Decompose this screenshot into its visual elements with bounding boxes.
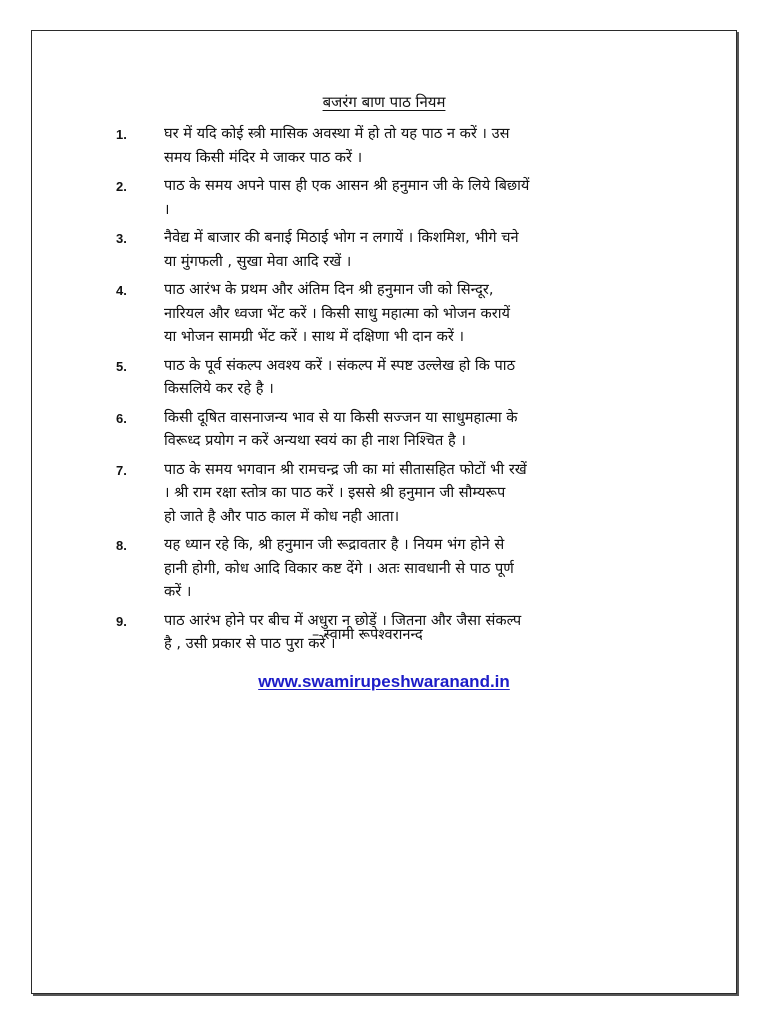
rule-text: नैवेद्य में बाजार की बनाई मिठाई भोग न लगायें । किशमिश, भीगे चने या मुंगफली , सुखा मेवा आदि रखें । [164, 229, 519, 270]
rule-text: पाठ के समय अपने पास ही एक आसन श्री हनुमान जी के लिये बिछायें । [164, 177, 530, 218]
rule-text: किसी दूषित वासनाजन्य भाव से या किसी सज्जन या साधुमहात्मा के विरूध्द प्रयोग न करें अन्यथा स्वयं का ही नाश निश्चित है । [164, 408, 518, 449]
rule-text: पाठ आरंभ होने पर बीच में अधुरा न छोडें । जितना और जैसा संकल्प है , उसी प्रकार से पाठ पुरा करें । [164, 611, 522, 652]
rule-text: घर में यदि कोई स्त्री मासिक अवस्था में हो तो यह पाठ न करें । उस समय किसी मंदिर मे जाकर पाठ करें । [164, 125, 510, 166]
rules-list [116, 122, 676, 661]
rule-number: 8. [116, 538, 127, 553]
rule-item [116, 354, 676, 401]
document-title: बजरंग बाण पाठ नियम [322, 93, 446, 111]
rule-number: 3. [116, 231, 127, 246]
rule-item [116, 122, 676, 169]
rule-number: 1. [116, 127, 127, 142]
rule-number: 5. [116, 358, 127, 374]
rule-text: पाठ के पूर्व संकल्प अवश्य करें । संकल्प में स्पष्ट उल्लेख हो कि पाठ किसलिये कर रहे है । [164, 356, 516, 397]
rule-text: यह ध्यान रहे कि, श्री हनुमान जी रूद्रावतार है । नियम भंग होने से हानी होगी, कोध आदि विकार कष्ट देंगे । अतः सावधानी से पाठ पूर्ण करें । [164, 536, 514, 600]
rule-number: 4. [116, 283, 127, 298]
rule-item [116, 226, 676, 273]
rule-item [116, 174, 676, 221]
rule-number: 7. [116, 462, 127, 478]
rule-item [116, 533, 676, 604]
rule-text: पाठ के समय भगवान श्री रामचन्द्र जी का मां सीतासहित फोटों भी रखें । श्री राम रक्षा स्तोत्र का पाठ करें । इससे श्री हनुमान जी सौम्यरूप हो जाते है और पाठ काल में कोध नही आता। [164, 460, 527, 525]
author-signature: – स्वामी रूपेश्वरानन्द [312, 626, 423, 643]
rule-item [116, 458, 676, 529]
rule-item [116, 406, 676, 453]
rule-number: 9. [116, 613, 127, 629]
rule-number: 2. [116, 179, 127, 194]
rule-item [116, 278, 676, 349]
rule-number: 6. [116, 410, 127, 426]
rule-text: पाठ आरंभ के प्रथम और अंतिम दिन श्री हनुमान जी को सिन्दूर, नारियल और ध्वजा भेंट करें । किसी साधु महात्मा को भोजन करायें या भोजन सामग्री भेंट करें । साथ में दक्षिणा भी दान करें । [164, 281, 510, 345]
website-link[interactable]: www.swamirupeshwaranand.in [258, 672, 510, 691]
